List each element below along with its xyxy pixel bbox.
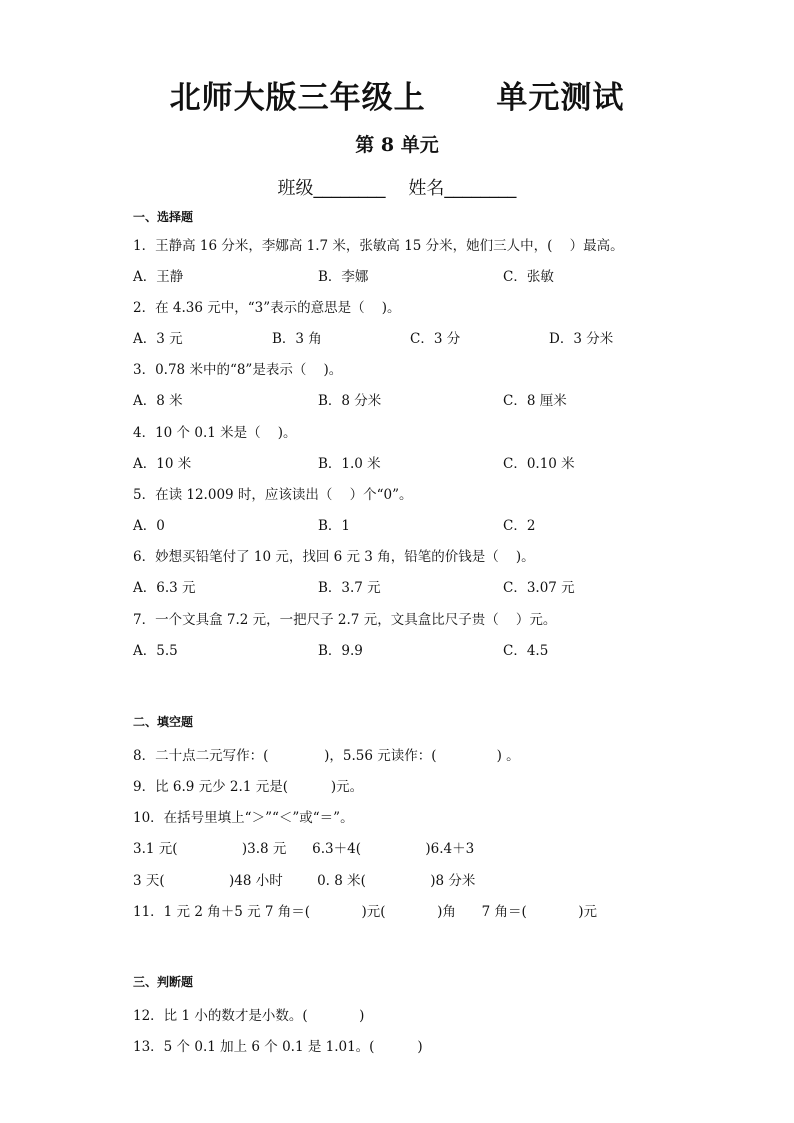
option-b: B．1 xyxy=(318,518,351,534)
question-4: 4．10 个 0.1 米是（ )。 xyxy=(133,425,297,441)
section-heading-fill: 二、填空题 xyxy=(133,715,194,729)
question-3: 3．0.78 米中的“8”是表示（ )。 xyxy=(133,362,343,378)
option-c: C．0.10 米 xyxy=(503,456,575,472)
question-1: 1．王静高 16 分米，李娜高 1.7 米，张敏高 15 分米，她们三人中，( ）最高。 xyxy=(133,238,624,254)
question-10-row-1: 3.1 元( )3.8 元 6.3＋4( )6.4＋3 xyxy=(133,841,475,857)
option-c: C．2 xyxy=(503,518,536,534)
option-b: B．1.0 米 xyxy=(318,456,381,472)
question-2-options xyxy=(133,327,753,347)
question-8: 8．二十点二元写作：( )，5.56 元读作：( ) 。 xyxy=(133,748,520,764)
page-title: 北师大版三年级上 单元测试 xyxy=(169,80,625,116)
section-heading-choice: 一、选择题 xyxy=(133,210,194,224)
question-3-options xyxy=(133,389,753,409)
option-b: B．3 角 xyxy=(272,331,322,347)
question-5: 5．在读 12.009 时，应该读出（ ）个“0”。 xyxy=(133,487,413,503)
question-10: 10．在括号里填上“＞”“＜”或“＝”。 xyxy=(133,810,354,826)
option-b: B．8 分米 xyxy=(318,393,382,409)
option-b: B．9.9 xyxy=(318,643,363,659)
option-c: C．8 厘米 xyxy=(503,393,567,409)
question-7-options xyxy=(133,639,753,659)
option-c: C．3.07 元 xyxy=(503,580,575,596)
question-13: 13．5 个 0.1 加上 6 个 0.1 是 1.01。( ) xyxy=(133,1039,423,1055)
option-a: A．3 元 xyxy=(133,331,183,347)
question-11: 11．1 元 2 角＋5 元 7 角＝( )元( )角 7 角＝( )元 xyxy=(133,904,597,920)
option-a: A．0 xyxy=(133,518,165,534)
question-12: 12．比 1 小的数才是小数。( ) xyxy=(133,1008,365,1024)
question-5-options xyxy=(133,514,753,534)
option-a: A．8 米 xyxy=(133,393,183,409)
question-6-options xyxy=(133,576,753,596)
unit-subtitle: 第 8 单元 xyxy=(355,134,439,156)
question-4-options xyxy=(133,452,753,472)
option-a: A．5.5 xyxy=(133,643,178,659)
option-c: C．张敏 xyxy=(503,269,554,285)
option-a: A．6.3 元 xyxy=(133,580,196,596)
section-heading-judge: 三、判断题 xyxy=(133,975,194,989)
option-c: C．4.5 xyxy=(503,643,549,659)
option-d: D．3 分米 xyxy=(549,331,614,347)
question-10-row-2: 3 天( )48 小时 0. 8 米( )8 分米 xyxy=(133,873,476,889)
question-1-options xyxy=(133,265,753,285)
option-c: C．3 分 xyxy=(410,331,461,347)
option-a: A．10 米 xyxy=(133,456,192,472)
question-7: 7．一个文具盒 7.2 元，一把尺子 2.7 元，文具盒比尺子贵（ ）元。 xyxy=(133,612,557,628)
question-9: 9．比 6.9 元少 2.1 元是( )元。 xyxy=(133,779,364,795)
option-b: B．3.7 元 xyxy=(318,580,381,596)
question-6: 6．妙想买铅笔付了 10 元，找回 6 元 3 角，铅笔的价钱是（ )。 xyxy=(133,549,535,565)
class-name-line: 班级________ 姓名________ xyxy=(277,178,517,199)
question-2: 2．在 4.36 元中，“3”表示的意思是（ )。 xyxy=(133,300,401,316)
option-a: A．王静 xyxy=(133,269,184,285)
option-b: B．李娜 xyxy=(318,269,369,285)
